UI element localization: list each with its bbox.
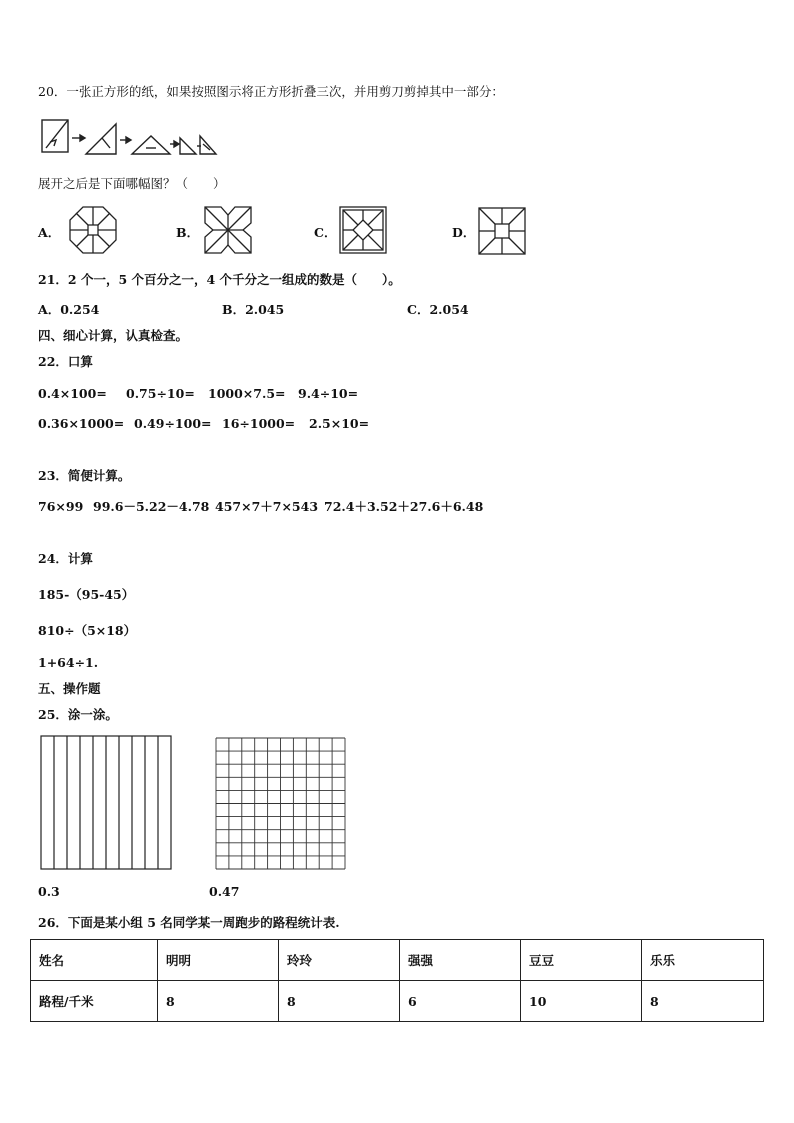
q26-title: 26．下面是某小组 5 名同学某一周跑步的路程统计表. <box>38 915 340 930</box>
q21-option-c[interactable]: C．2.054 <box>407 302 469 317</box>
tenths-strip-figure[interactable] <box>40 735 172 870</box>
q24-item: 185-（95-45） <box>38 587 135 602</box>
q22-item: 0.49÷100= <box>134 416 212 431</box>
q22-item: 0.75÷10= <box>126 386 195 401</box>
label-0.47: 0.47 <box>209 884 240 899</box>
table-cell: 姓名 <box>31 940 158 981</box>
q20-option-a[interactable]: A． <box>38 225 61 240</box>
q22-item: 1000×7.5= <box>208 386 286 401</box>
option-a-octagon-figure <box>68 205 118 255</box>
table-cell: 强强 <box>400 940 521 981</box>
table-cell: 玲玲 <box>279 940 400 981</box>
q20-option-d[interactable]: D． <box>452 225 476 240</box>
q20-prompt: 展开之后是下面哪幅图？（ ） <box>38 176 226 191</box>
table-cell: 10 <box>521 981 642 1022</box>
section-5-heading: 五、操作题 <box>38 681 101 696</box>
q23-title: 23．简便计算。 <box>38 468 131 483</box>
q23-item: 72.4＋3.52＋27.6＋6.48 <box>324 499 484 514</box>
option-b-cross-figure <box>203 205 253 255</box>
table-cell: 乐乐 <box>642 940 764 981</box>
q22-item: 2.5×10= <box>309 416 370 431</box>
q23-item: 76×99 <box>38 499 84 514</box>
table-cell: 6 <box>400 981 521 1022</box>
hundredths-grid-figure[interactable] <box>215 737 346 870</box>
q22-item: 9.4÷10= <box>298 386 359 401</box>
q22-item: 16÷1000= <box>222 416 296 431</box>
q21-option-b[interactable]: B．2.045 <box>222 302 285 317</box>
label-0.3: 0.3 <box>38 884 60 899</box>
table-cell: 8 <box>279 981 400 1022</box>
running-distance-table <box>30 939 764 1022</box>
q23-item: 99.6－5.22－4.78 <box>93 499 210 514</box>
q21-stem: 21．2 个一，5 个百分之一，4 个千分之一组成的数是（ ）。 <box>38 272 401 287</box>
q25-title: 25．涂一涂。 <box>38 707 118 722</box>
table-cell: 路程/千米 <box>31 981 158 1022</box>
q20-option-b[interactable]: B． <box>176 225 200 240</box>
table-cell: 豆豆 <box>521 940 642 981</box>
table-header-row <box>31 940 764 981</box>
q24-title: 24．计算 <box>38 551 93 566</box>
folding-steps-figure <box>40 118 220 160</box>
q22-item: 0.36×1000= <box>38 416 125 431</box>
q23-item: 457×7＋7×543 <box>215 499 319 514</box>
option-d-square-square-figure <box>477 206 527 256</box>
q22-item: 0.4×100= <box>38 386 107 401</box>
q20-stem: 20．一张正方形的纸，如果按照图示将正方形折叠三次，并用剪刀剪掉其中一部分： <box>38 84 504 99</box>
section-4-heading: 四、细心计算，认真检查。 <box>38 328 189 343</box>
option-c-square-diamond-figure <box>338 205 388 255</box>
q24-item: 1+64÷1. <box>38 655 99 670</box>
q20-option-c[interactable]: C． <box>314 225 337 240</box>
table-cell: 明明 <box>158 940 279 981</box>
q21-option-a[interactable]: A．0.254 <box>38 302 100 317</box>
q24-item: 810÷（5×18） <box>38 623 137 638</box>
q22-title: 22．口算 <box>38 354 93 369</box>
table-cell: 8 <box>642 981 764 1022</box>
table-cell: 8 <box>158 981 279 1022</box>
table-row <box>31 981 764 1022</box>
